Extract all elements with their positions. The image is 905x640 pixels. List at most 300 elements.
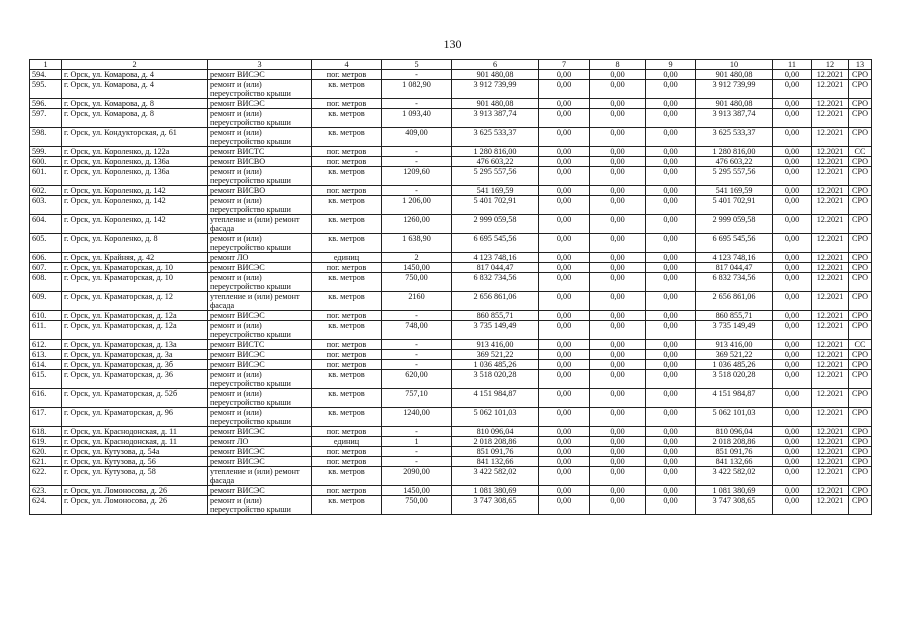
regional-cell: 0,00 [646,70,696,80]
quantity-cell: 1 206,00 [382,196,452,215]
address-cell: г. Орск, ул. Краматорская, д. 52б [62,389,208,408]
deadline-cell: 12.2021 [812,437,849,447]
work-type-cell: ремонт ВИСЭС [208,360,312,370]
regional-cell: 0,00 [646,340,696,350]
address-cell: г. Орск, ул. Краматорская, д. 36 [62,370,208,389]
fund-cell: 0,00 [539,80,590,99]
row-number: 603. [30,196,62,215]
unit-cell: пог. метров [312,157,382,167]
table-row [30,292,872,311]
quantity-cell: 757,10 [382,389,452,408]
work-type-cell: ремонт и (или) переустройство крыши [208,128,312,147]
regional-cell: 0,00 [646,389,696,408]
work-type-cell: ремонт и (или) переустройство крыши [208,167,312,186]
address-cell: г. Орск, ул. Краматорская, д. 12а [62,321,208,340]
work-type-cell: ремонт и (или) переустройство крыши [208,273,312,292]
source-cell: СС [849,147,872,157]
quantity-cell: - [382,447,452,457]
total-cost-cell: 860 855,71 [452,311,539,321]
unit-cell: кв. метров [312,292,382,311]
work-type-cell: утепление и (или) ремонт фасада [208,467,312,486]
fund-cell: 0,00 [539,263,590,273]
table-row [30,80,872,99]
regional-cell: 0,00 [646,496,696,515]
quantity-cell: 1260,00 [382,215,452,234]
owners-cell: 1 081 380,69 [696,486,773,496]
unit-cell: пог. метров [312,311,382,321]
other-cell: 0,00 [773,157,812,167]
column-number-3: 3 [208,60,312,70]
row-number: 598. [30,128,62,147]
owners-cell: 2 656 861,06 [696,292,773,311]
federal-cell: 0,00 [590,350,646,360]
fund-cell: 0,00 [539,99,590,109]
table-row [30,215,872,234]
row-number: 599. [30,147,62,157]
regional-cell: 0,00 [646,447,696,457]
unit-cell: кв. метров [312,370,382,389]
deadline-cell: 12.2021 [812,109,849,128]
owners-cell: 901 480,08 [696,99,773,109]
other-cell: 0,00 [773,311,812,321]
address-cell: г. Орск, ул. Ломоносова, д. 26 [62,496,208,515]
owners-cell: 810 096,04 [696,427,773,437]
fund-cell: 0,00 [539,370,590,389]
other-cell: 0,00 [773,457,812,467]
deadline-cell: 12.2021 [812,234,849,253]
regional-cell: 0,00 [646,486,696,496]
source-cell: СРО [849,263,872,273]
unit-cell: кв. метров [312,467,382,486]
owners-cell: 3 747 308,65 [696,496,773,515]
fund-cell: 0,00 [539,437,590,447]
quantity-cell: 409,00 [382,128,452,147]
row-number: 594. [30,70,62,80]
address-cell: г. Орск, ул. Короленко, д. 136а [62,167,208,186]
source-cell: СРО [849,253,872,263]
quantity-cell: 1450,00 [382,263,452,273]
unit-cell: кв. метров [312,408,382,427]
quantity-cell: 2 [382,253,452,263]
quantity-cell: 748,00 [382,321,452,340]
owners-cell: 541 169,59 [696,186,773,196]
fund-cell: 0,00 [539,109,590,128]
page-number: 130 [443,37,462,51]
regional-cell: 0,00 [646,128,696,147]
total-cost-cell: 3 913 387,74 [452,109,539,128]
owners-cell: 913 416,00 [696,340,773,350]
unit-cell: кв. метров [312,215,382,234]
table-row [30,128,872,147]
unit-cell: кв. метров [312,273,382,292]
table-row [30,350,872,360]
row-number: 616. [30,389,62,408]
deadline-cell: 12.2021 [812,350,849,360]
other-cell: 0,00 [773,370,812,389]
source-cell: СРО [849,196,872,215]
regional-cell: 0,00 [646,109,696,128]
work-type-cell: ремонт и (или) переустройство крыши [208,196,312,215]
table-row [30,263,872,273]
owners-cell: 6 695 545,56 [696,234,773,253]
owners-cell: 5 295 557,56 [696,167,773,186]
federal-cell: 0,00 [590,167,646,186]
table-row [30,321,872,340]
total-cost-cell: 2 018 208,86 [452,437,539,447]
fund-cell: 0,00 [539,234,590,253]
unit-cell: пог. метров [312,99,382,109]
table-row [30,496,872,515]
fund-cell: 0,00 [539,273,590,292]
other-cell: 0,00 [773,215,812,234]
quantity-cell: 1 638,90 [382,234,452,253]
column-number-row [30,60,872,70]
quantity-cell: 2160 [382,292,452,311]
fund-cell: 0,00 [539,167,590,186]
address-cell: г. Орск, ул. Короленко, д. 142 [62,186,208,196]
owners-cell: 3 422 582,02 [696,467,773,486]
source-cell: СРО [849,408,872,427]
owners-cell: 4 151 984,87 [696,389,773,408]
column-number-10: 10 [696,60,773,70]
unit-cell: кв. метров [312,234,382,253]
column-number-1: 1 [30,60,62,70]
regional-cell: 0,00 [646,408,696,427]
total-cost-cell: 913 416,00 [452,340,539,350]
regional-cell: 0,00 [646,292,696,311]
fund-cell: 0,00 [539,311,590,321]
deadline-cell: 12.2021 [812,147,849,157]
total-cost-cell: 3 518 020,28 [452,370,539,389]
address-cell: г. Орск, ул. Краматорская, д. 13а [62,340,208,350]
regional-cell: 0,00 [646,370,696,389]
federal-cell: 0,00 [590,447,646,457]
deadline-cell: 12.2021 [812,427,849,437]
deadline-cell: 12.2021 [812,186,849,196]
federal-cell: 0,00 [590,128,646,147]
regional-cell: 0,00 [646,457,696,467]
other-cell: 0,00 [773,350,812,360]
owners-cell: 2 018 208,86 [696,437,773,447]
work-type-cell: ремонт ЛО [208,437,312,447]
fund-cell: 0,00 [539,147,590,157]
work-type-cell: ремонт ВИСЭС [208,263,312,273]
federal-cell: 0,00 [590,109,646,128]
table-row [30,437,872,447]
other-cell: 0,00 [773,340,812,350]
work-type-cell: ремонт ВИСЭС [208,427,312,437]
address-cell: г. Орск, ул. Краматорская, д. 3б [62,360,208,370]
unit-cell: кв. метров [312,196,382,215]
unit-cell: пог. метров [312,147,382,157]
quantity-cell: 1450,00 [382,486,452,496]
fund-cell: 0,00 [539,215,590,234]
total-cost-cell: 901 480,08 [452,99,539,109]
total-cost-cell: 810 096,04 [452,427,539,437]
deadline-cell: 12.2021 [812,486,849,496]
unit-cell: кв. метров [312,80,382,99]
owners-cell: 851 091,76 [696,447,773,457]
source-cell: СРО [849,467,872,486]
row-number: 619. [30,437,62,447]
deadline-cell: 12.2021 [812,70,849,80]
address-cell: г. Орск, ул. Краснодонская, д. 11 [62,427,208,437]
source-cell: СРО [849,457,872,467]
total-cost-cell: 901 480,08 [452,70,539,80]
total-cost-cell: 851 091,76 [452,447,539,457]
federal-cell: 0,00 [590,457,646,467]
source-cell: СРО [849,128,872,147]
total-cost-cell: 5 401 702,91 [452,196,539,215]
deadline-cell: 12.2021 [812,408,849,427]
fund-cell: 0,00 [539,447,590,457]
regional-cell: 0,00 [646,215,696,234]
work-type-cell: утепление и (или) ремонт фасада [208,215,312,234]
table-row [30,467,872,486]
owners-cell: 1 280 816,00 [696,147,773,157]
other-cell: 0,00 [773,486,812,496]
unit-cell: пог. метров [312,427,382,437]
quantity-cell: - [382,147,452,157]
owners-cell: 5 062 101,03 [696,408,773,427]
fund-cell: 0,00 [539,350,590,360]
row-number: 601. [30,167,62,186]
table-row [30,457,872,467]
source-cell: СРО [849,234,872,253]
other-cell: 0,00 [773,186,812,196]
source-cell: СРО [849,273,872,292]
row-number: 615. [30,370,62,389]
source-cell: СРО [849,486,872,496]
other-cell: 0,00 [773,263,812,273]
total-cost-cell: 6 695 545,56 [452,234,539,253]
regional-cell: 0,00 [646,360,696,370]
row-number: 606. [30,253,62,263]
federal-cell: 0,00 [590,196,646,215]
column-number-5: 5 [382,60,452,70]
deadline-cell: 12.2021 [812,215,849,234]
unit-cell: кв. метров [312,128,382,147]
fund-cell: 0,00 [539,457,590,467]
work-type-cell: ремонт ВИСЭС [208,486,312,496]
deadline-cell: 12.2021 [812,496,849,515]
total-cost-cell: 4 151 984,87 [452,389,539,408]
table-row [30,234,872,253]
deadline-cell: 12.2021 [812,360,849,370]
row-number: 622. [30,467,62,486]
federal-cell: 0,00 [590,157,646,167]
fund-cell: 0,00 [539,128,590,147]
fund-cell: 0,00 [539,157,590,167]
fund-cell: 0,00 [539,340,590,350]
quantity-cell: 1 082,90 [382,80,452,99]
total-cost-cell: 4 123 748,16 [452,253,539,263]
other-cell: 0,00 [773,109,812,128]
fund-cell: 0,00 [539,186,590,196]
unit-cell: пог. метров [312,263,382,273]
fund-cell: 0,00 [539,321,590,340]
address-cell: г. Орск, ул. Крайняя, д. 42 [62,253,208,263]
regional-cell: 0,00 [646,273,696,292]
table-row [30,360,872,370]
owners-cell: 2 999 059,58 [696,215,773,234]
table-row [30,147,872,157]
column-number-8: 8 [590,60,646,70]
row-number: 611. [30,321,62,340]
source-cell: СРО [849,157,872,167]
deadline-cell: 12.2021 [812,128,849,147]
table-row [30,486,872,496]
fund-cell: 0,00 [539,408,590,427]
total-cost-cell: 841 132,66 [452,457,539,467]
federal-cell: 0,00 [590,273,646,292]
work-type-cell: ремонт и (или) переустройство крыши [208,496,312,515]
owners-cell: 6 832 734,56 [696,273,773,292]
unit-cell: кв. метров [312,496,382,515]
fund-cell: 0,00 [539,292,590,311]
unit-cell: кв. метров [312,109,382,128]
address-cell: г. Орск, ул. Короленко, д. 122а [62,147,208,157]
deadline-cell: 12.2021 [812,196,849,215]
table-row [30,109,872,128]
other-cell: 0,00 [773,408,812,427]
federal-cell: 0,00 [590,467,646,486]
work-type-cell: ремонт ВИСТС [208,340,312,350]
unit-cell: кв. метров [312,389,382,408]
regional-cell: 0,00 [646,80,696,99]
federal-cell: 0,00 [590,186,646,196]
federal-cell: 0,00 [590,70,646,80]
source-cell: СРО [849,496,872,515]
row-number: 618. [30,427,62,437]
federal-cell: 0,00 [590,370,646,389]
deadline-cell: 12.2021 [812,467,849,486]
fund-cell: 0,00 [539,360,590,370]
federal-cell: 0,00 [590,80,646,99]
address-cell: г. Орск, ул. Краматорская, д. 10 [62,263,208,273]
row-number: 595. [30,80,62,99]
other-cell: 0,00 [773,437,812,447]
total-cost-cell: 5 295 557,56 [452,167,539,186]
total-cost-cell: 3 912 739,99 [452,80,539,99]
regional-cell: 0,00 [646,147,696,157]
regional-cell: 0,00 [646,467,696,486]
column-number-12: 12 [812,60,849,70]
address-cell: г. Орск, ул. Краматорская, д. 10 [62,273,208,292]
federal-cell: 0,00 [590,360,646,370]
federal-cell: 0,00 [590,496,646,515]
source-cell: СРО [849,360,872,370]
program-table [29,59,872,515]
work-type-cell: ремонт ВИСЭС [208,447,312,457]
quantity-cell: - [382,340,452,350]
total-cost-cell: 476 603,22 [452,157,539,167]
deadline-cell: 12.2021 [812,292,849,311]
row-number: 612. [30,340,62,350]
deadline-cell: 12.2021 [812,457,849,467]
source-cell: СРО [849,80,872,99]
work-type-cell: ремонт и (или) переустройство крыши [208,408,312,427]
federal-cell: 0,00 [590,486,646,496]
federal-cell: 0,00 [590,389,646,408]
fund-cell: 0,00 [539,389,590,408]
table-row [30,447,872,457]
quantity-cell: - [382,70,452,80]
source-cell: СРО [849,167,872,186]
unit-cell: пог. метров [312,457,382,467]
owners-cell: 5 401 702,91 [696,196,773,215]
federal-cell: 0,00 [590,437,646,447]
other-cell: 0,00 [773,447,812,457]
column-number-2: 2 [62,60,208,70]
federal-cell: 0,00 [590,147,646,157]
federal-cell: 0,00 [590,321,646,340]
total-cost-cell: 3 747 308,65 [452,496,539,515]
work-type-cell: ремонт ВИСВО [208,186,312,196]
source-cell: СРО [849,427,872,437]
other-cell: 0,00 [773,467,812,486]
row-number: 602. [30,186,62,196]
source-cell: СРО [849,99,872,109]
row-number: 623. [30,486,62,496]
address-cell: г. Орск, ул. Кутузова, д. 56 [62,457,208,467]
total-cost-cell: 3 625 533,37 [452,128,539,147]
column-number-11: 11 [773,60,812,70]
quantity-cell: - [382,427,452,437]
source-cell: СРО [849,447,872,457]
deadline-cell: 12.2021 [812,273,849,292]
row-number: 610. [30,311,62,321]
unit-cell: кв. метров [312,321,382,340]
table-row [30,408,872,427]
table-row [30,167,872,186]
fund-cell: 0,00 [539,496,590,515]
deadline-cell: 12.2021 [812,80,849,99]
owners-cell: 3 913 387,74 [696,109,773,128]
owners-cell: 3 912 739,99 [696,80,773,99]
deadline-cell: 12.2021 [812,370,849,389]
column-number-4: 4 [312,60,382,70]
unit-cell: пог. метров [312,360,382,370]
fund-cell: 0,00 [539,467,590,486]
owners-cell: 817 044,47 [696,263,773,273]
federal-cell: 0,00 [590,340,646,350]
total-cost-cell: 1 280 816,00 [452,147,539,157]
regional-cell: 0,00 [646,157,696,167]
source-cell: СРО [849,292,872,311]
address-cell: г. Орск, ул. Ломоносова, д. 26 [62,486,208,496]
row-number: 597. [30,109,62,128]
work-type-cell: ремонт ВИСЭС [208,350,312,360]
work-type-cell: ремонт ВИСЭС [208,99,312,109]
source-cell: СРО [849,370,872,389]
owners-cell: 841 132,66 [696,457,773,467]
owners-cell: 860 855,71 [696,311,773,321]
quantity-cell: 750,00 [382,273,452,292]
deadline-cell: 12.2021 [812,311,849,321]
work-type-cell: ремонт ВИСЭС [208,311,312,321]
quantity-cell: 750,00 [382,496,452,515]
row-number: 620. [30,447,62,457]
table-row [30,253,872,263]
other-cell: 0,00 [773,273,812,292]
unit-cell: единиц [312,437,382,447]
other-cell: 0,00 [773,389,812,408]
regional-cell: 0,00 [646,437,696,447]
unit-cell: пог. метров [312,350,382,360]
regional-cell: 0,00 [646,263,696,273]
regional-cell: 0,00 [646,350,696,360]
